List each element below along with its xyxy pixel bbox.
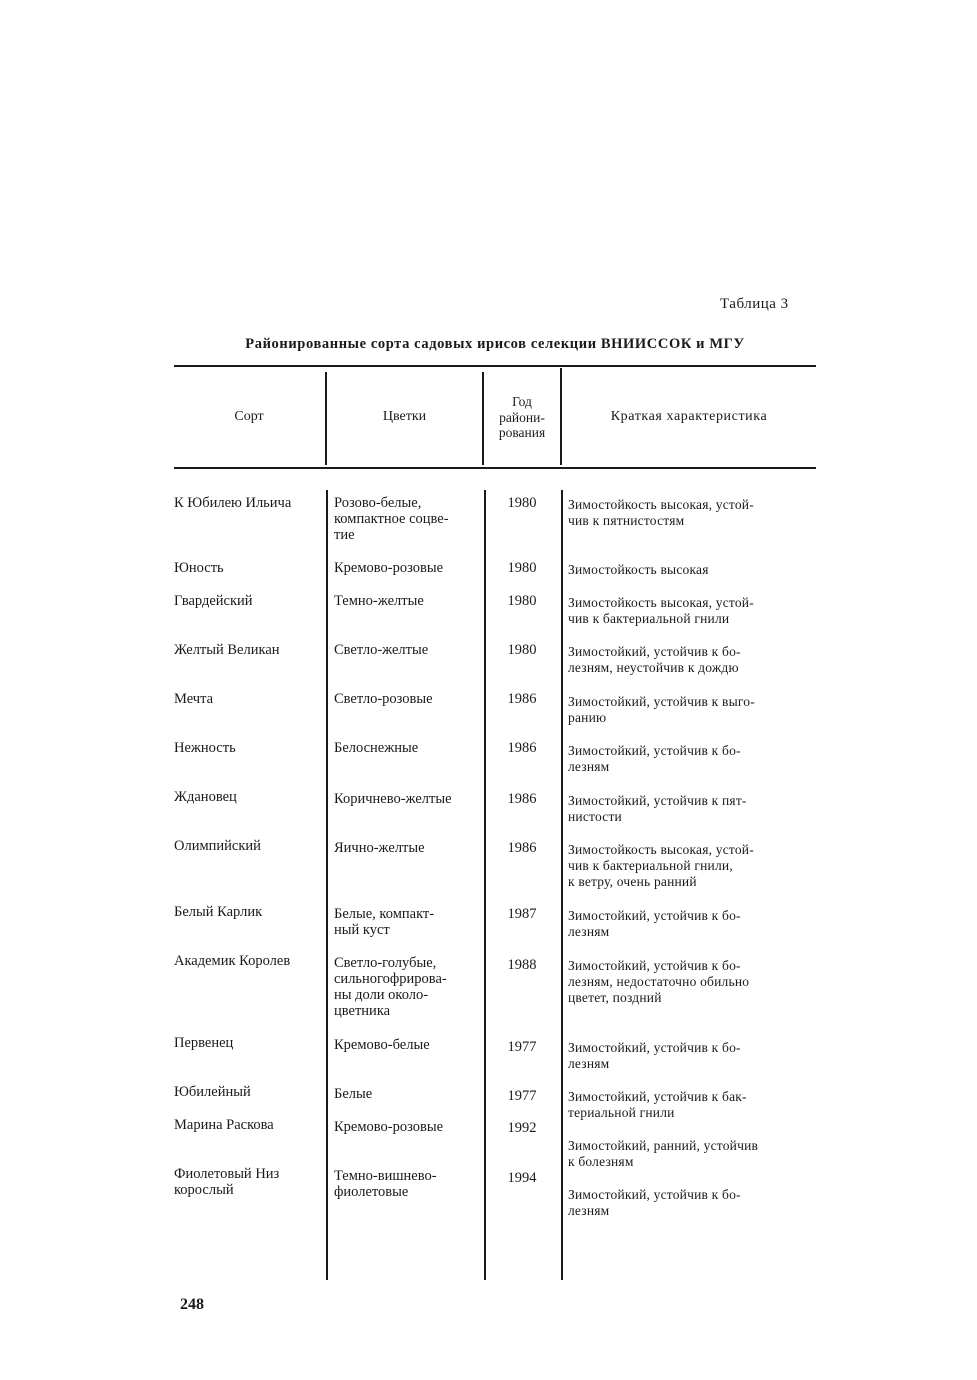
cell-year: 1977: [507, 1088, 537, 1104]
page-number: 248: [180, 1296, 204, 1313]
cell-sort: Юность: [174, 560, 224, 576]
cell-description: Зимостойкость высокая, устой- чив к бактериальной гнили, к ветру, очень ранний: [568, 842, 754, 889]
cell-flowers: Светло-желтые: [334, 642, 429, 658]
cell-flowers: Светло-голубые, сильногофрирова- ны доли около- цветника: [334, 955, 447, 1019]
cell-year: 1986: [507, 840, 537, 856]
cell-description: Зимостойкость высокая, устой- чив к пятнистостям: [568, 497, 754, 528]
cell-year: 1986: [507, 691, 537, 707]
cell-sort: Олимпийский: [174, 838, 261, 854]
cell-flowers: Яично-желтые: [334, 840, 425, 856]
cell-sort: Академик Королев: [174, 953, 291, 969]
cell-year: 1992: [507, 1120, 537, 1136]
cell-description: Зимостойкий, устойчив к бо- лезням: [568, 1040, 741, 1071]
cell-sort: Первенец: [174, 1035, 234, 1051]
cell-sort: Гвардейский: [174, 593, 253, 609]
cell-year: 1988: [507, 957, 537, 973]
cell-year: 1980: [507, 495, 537, 511]
cell-flowers: Белоснежные: [334, 740, 419, 756]
body-divider-3: [561, 490, 563, 1280]
cell-sort: Желтый Великан: [174, 642, 280, 658]
header-flowers: Цветки: [382, 409, 427, 425]
cell-flowers: Кремово-розовые: [334, 1119, 444, 1135]
cell-description: Зимостойкий, ранний, устойчив к болезням: [568, 1138, 759, 1169]
cell-sort: Фиолетовый Низ корослый: [174, 1166, 280, 1198]
cell-year: 1986: [507, 791, 537, 807]
table-top-rule: [174, 365, 816, 367]
cell-sort: К Юбилею Ильича: [174, 495, 292, 511]
cell-flowers: Коричнево-желтые: [334, 791, 452, 807]
cell-description: Зимостойкость высокая: [568, 562, 709, 577]
cell-description: Зимостойкий, устойчив к бо- лезням, неустойчив к дождю: [568, 644, 741, 675]
table-header-rule: [174, 467, 816, 469]
table-title: Районированные сорта садовых ирисов селекции ВНИИССОК и МГУ: [245, 336, 745, 352]
cell-flowers: Кремово-белые: [334, 1037, 430, 1053]
table-label: Таблица 3: [720, 296, 789, 312]
cell-flowers: Кремово-розовые: [334, 560, 444, 576]
cell-description: Зимостойкий, устойчив к бо- лезням: [568, 908, 741, 939]
cell-flowers: Темно-вишнево- фиолетовые: [334, 1168, 437, 1200]
cell-sort: Марина Раскова: [174, 1117, 274, 1133]
cell-flowers: Светло-розовые: [334, 691, 433, 707]
cell-description: Зимостойкий, устойчив к бо- лезням: [568, 743, 741, 774]
header-sort: Сорт: [234, 409, 264, 425]
cell-flowers: Белые, компакт- ный куст: [334, 906, 435, 938]
cell-year: 1980: [507, 642, 537, 658]
cell-year: 1994: [507, 1170, 537, 1186]
cell-flowers: Розово-белые, компактное соцве- тие: [334, 495, 449, 543]
cell-year: 1986: [507, 740, 537, 756]
cell-sort: Ждановец: [174, 789, 237, 805]
body-divider-2: [484, 490, 486, 1280]
cell-description: Зимостойкость высокая, устой- чив к бактериальной гнили: [568, 595, 754, 626]
cell-description: Зимостойкий, устойчив к пят- нистости: [568, 793, 747, 824]
cell-sort: Юбилейный: [174, 1084, 251, 1100]
cell-year: 1977: [507, 1039, 537, 1055]
cell-description: Зимостойкий, устойчив к выго- ранию: [568, 694, 755, 725]
cell-flowers: Темно-желтые: [334, 593, 424, 609]
cell-sort: Мечта: [174, 691, 214, 707]
cell-year: 1980: [507, 593, 537, 609]
cell-year: 1980: [507, 560, 537, 576]
cell-sort: Белый Карлик: [174, 904, 263, 920]
cell-description: Зимостойкий, устойчив к бо- лезням, недостаточно обильно цветет, поздний: [568, 958, 750, 1005]
header-year: Год райони- рования: [498, 394, 546, 441]
cell-description: Зимостойкий, устойчив к бак- териальной гнили: [568, 1089, 747, 1120]
cell-description: Зимостойкий, устойчив к бо- лезням: [568, 1187, 741, 1218]
body-divider-1: [326, 490, 328, 1280]
cell-flowers: Белые: [334, 1086, 373, 1102]
cell-year: 1987: [507, 906, 537, 922]
header-characteristic: Краткая характеристика: [610, 409, 768, 425]
cell-sort: Нежность: [174, 740, 236, 756]
